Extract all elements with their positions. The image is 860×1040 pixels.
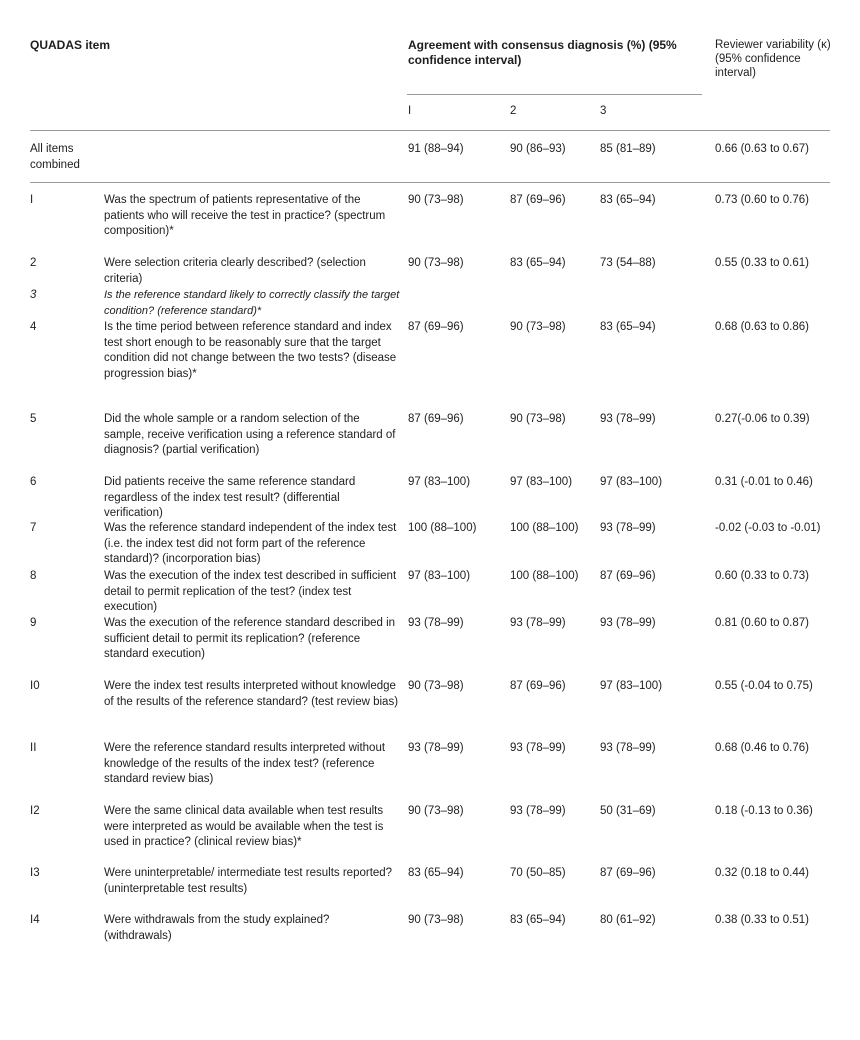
row-r1: 90 (73–98) bbox=[408, 914, 464, 926]
row-num: 5 bbox=[30, 413, 37, 425]
row-num: I3 bbox=[30, 867, 40, 879]
row-r1: 100 (88–100) bbox=[408, 522, 477, 534]
row-r2: 100 (88–100) bbox=[510, 522, 579, 534]
row-num: I4 bbox=[30, 914, 40, 926]
row-kappa: 0.31 (-0.01 to 0.46) bbox=[715, 476, 813, 488]
row-num: I0 bbox=[30, 680, 40, 692]
row-question: Were the same clinical data available when test results were interpreted as would be available when the test is used in practice? (clinical review bias)* bbox=[104, 805, 384, 849]
row-question: Was the reference standard independent of the index test (i.e. the index test did not form part of the reference standard)? (incorporation bias) bbox=[104, 522, 397, 566]
row-question: Did the whole sample or a random selection of the sample, receive verification using a reference standard of diagnosis? (partial verification) bbox=[104, 413, 396, 457]
subcol-3: 3 bbox=[600, 105, 607, 117]
row-r3: 87 (69–96) bbox=[600, 570, 656, 582]
row-num: I bbox=[30, 194, 34, 206]
row-r3: 93 (78–99) bbox=[600, 617, 656, 629]
row-question: Was the spectrum of patients representative of the patients who will receive the test in practice? (spectrum composition)* bbox=[104, 194, 386, 238]
row-num: 8 bbox=[30, 570, 37, 582]
row-kappa: 0.18 (-0.13 to 0.36) bbox=[715, 805, 813, 817]
row-r2: 93 (78–99) bbox=[510, 805, 566, 817]
row-kappa: 0.55 (0.33 to 0.61) bbox=[715, 257, 809, 269]
row-r3: 93 (78–99) bbox=[600, 522, 656, 534]
row-question: Were selection criteria clearly described? (selection criteria) bbox=[104, 257, 366, 285]
header-bottom-rule bbox=[30, 130, 830, 131]
row-r3: 93 (78–99) bbox=[600, 413, 656, 425]
row-r2: 90 (73–98) bbox=[510, 413, 566, 425]
row-r3: 80 (61–92) bbox=[600, 914, 656, 926]
row-r1: 97 (83–100) bbox=[408, 570, 471, 582]
row-question: Were the index test results interpreted without knowledge of the results of the reference standard? (test review bias) bbox=[104, 680, 399, 708]
row-kappa: 0.68 (0.63 to 0.86) bbox=[715, 321, 809, 333]
row-r3: 87 (69–96) bbox=[600, 867, 656, 879]
row-r2: 90 (73–98) bbox=[510, 321, 566, 333]
header-variability-col: Reviewer variability (κ) (95% confidence interval) bbox=[715, 39, 831, 79]
row-question: Were withdrawals from the study explained? (withdrawals) bbox=[104, 914, 330, 942]
subcol-2: 2 bbox=[510, 105, 517, 117]
row-num: I2 bbox=[30, 805, 40, 817]
row-num: 4 bbox=[30, 321, 37, 333]
combined-r3: 85 (81–89) bbox=[600, 143, 656, 155]
combined-kappa: 0.66 (0.63 to 0.67) bbox=[715, 143, 809, 155]
row-r3: 83 (65–94) bbox=[600, 321, 656, 333]
row-kappa: 0.73 (0.60 to 0.76) bbox=[715, 194, 809, 206]
row-kappa: 0.55 (-0.04 to 0.75) bbox=[715, 680, 813, 692]
row-r1: 93 (78–99) bbox=[408, 742, 464, 754]
row-question: Were the reference standard results interpreted without knowledge of the results of the index test? (reference standard review bias) bbox=[104, 742, 386, 786]
row-kappa: -0.02 (-0.03 to -0.01) bbox=[715, 522, 821, 534]
combined-r1: 91 (88–94) bbox=[408, 143, 464, 155]
row-r3: 93 (78–99) bbox=[600, 742, 656, 754]
row-kappa: 0.27(-0.06 to 0.39) bbox=[715, 413, 810, 425]
row-num: 3 bbox=[30, 289, 37, 301]
row-num: II bbox=[30, 742, 37, 754]
combined-r2: 90 (86–93) bbox=[510, 143, 566, 155]
row-kappa: 0.81 (0.60 to 0.87) bbox=[715, 617, 809, 629]
row-kappa: 0.32 (0.18 to 0.44) bbox=[715, 867, 809, 879]
row-r1: 90 (73–98) bbox=[408, 257, 464, 269]
row-kappa: 0.60 (0.33 to 0.73) bbox=[715, 570, 809, 582]
row-question: Did patients receive the same reference standard regardless of the index test result? (differential verification) bbox=[104, 476, 356, 520]
row-r3: 97 (83–100) bbox=[600, 680, 663, 692]
row-r3: 50 (31–69) bbox=[600, 805, 656, 817]
row-r1: 90 (73–98) bbox=[408, 680, 464, 692]
row-num: 7 bbox=[30, 522, 37, 534]
row-r1: 90 (73–98) bbox=[408, 805, 464, 817]
row-r1: 87 (69–96) bbox=[408, 321, 464, 333]
row-r1: 97 (83–100) bbox=[408, 476, 471, 488]
header-item-col: QUADAS item bbox=[30, 38, 111, 52]
row-num: 6 bbox=[30, 476, 37, 488]
row-r1: 87 (69–96) bbox=[408, 413, 464, 425]
row-r3: 97 (83–100) bbox=[600, 476, 663, 488]
row-question: Is the time period between reference standard and index test short enough to be reasonably sure that the target condition did not change between the two tests? (disease progression bias)* bbox=[104, 321, 397, 380]
row-question: Is the reference standard likely to correctly classify the target condition? (reference standard)* bbox=[104, 289, 400, 317]
row-r2: 97 (83–100) bbox=[510, 476, 573, 488]
row-question: Was the execution of the index test described in sufficient detail to permit replication of the test? (index test execution) bbox=[104, 570, 397, 614]
row-r2: 100 (88–100) bbox=[510, 570, 579, 582]
subcol-1: I bbox=[408, 105, 412, 117]
header-subrule bbox=[407, 94, 702, 95]
row-num: 2 bbox=[30, 257, 37, 269]
combined-bottom-rule bbox=[30, 182, 830, 183]
row-r2: 93 (78–99) bbox=[510, 742, 566, 754]
row-question: Were uninterpretable/ intermediate test results reported? (uninterpretable test results) bbox=[104, 867, 393, 895]
row-question: Was the execution of the reference standard described in sufficient detail to permit its replication? (reference standard execution) bbox=[104, 617, 396, 661]
row-r1: 90 (73–98) bbox=[408, 194, 464, 206]
combined-label: All items combined bbox=[30, 143, 80, 171]
row-kappa: 0.68 (0.46 to 0.76) bbox=[715, 742, 809, 754]
row-r1: 83 (65–94) bbox=[408, 867, 464, 879]
row-num: 9 bbox=[30, 617, 37, 629]
row-kappa: 0.38 (0.33 to 0.51) bbox=[715, 914, 809, 926]
row-r2: 93 (78–99) bbox=[510, 617, 566, 629]
row-r3: 73 (54–88) bbox=[600, 257, 656, 269]
row-r3: 83 (65–94) bbox=[600, 194, 656, 206]
header-agreement-col: Agreement with consensus diagnosis (%) (95% confidence interval) bbox=[408, 38, 677, 67]
row-r2: 70 (50–85) bbox=[510, 867, 566, 879]
row-r2: 83 (65–94) bbox=[510, 257, 566, 269]
row-r2: 87 (69–96) bbox=[510, 680, 566, 692]
row-r2: 87 (69–96) bbox=[510, 194, 566, 206]
row-r1: 93 (78–99) bbox=[408, 617, 464, 629]
row-r2: 83 (65–94) bbox=[510, 914, 566, 926]
